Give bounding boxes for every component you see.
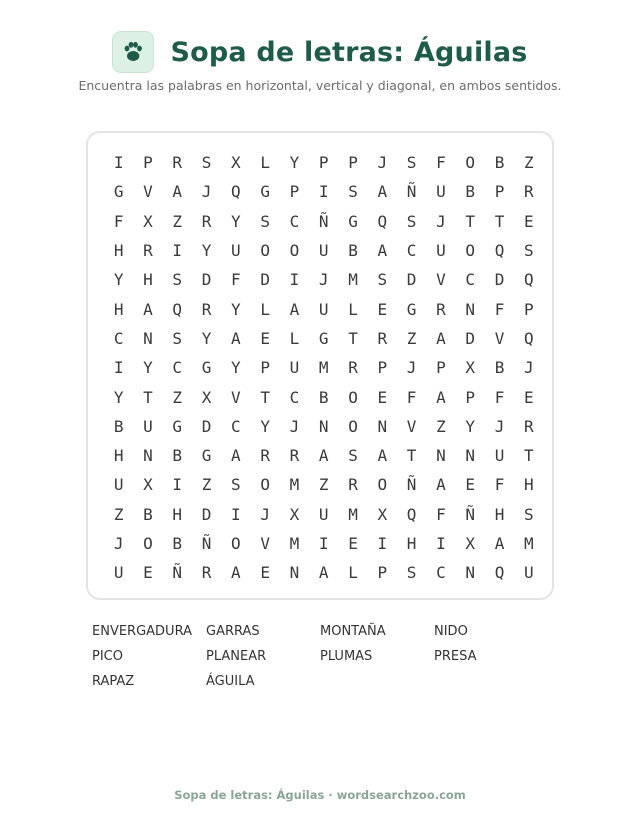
grid-cell[interactable]: P bbox=[318, 153, 329, 173]
grid-cell[interactable]: T bbox=[406, 446, 417, 466]
grid-cell[interactable]: Ñ bbox=[172, 563, 183, 583]
grid-cell[interactable]: M bbox=[289, 475, 300, 495]
grid-cell[interactable]: R bbox=[523, 182, 534, 202]
grid-cell[interactable]: D bbox=[201, 504, 212, 524]
grid-cell[interactable]: L bbox=[260, 299, 270, 319]
grid-cell[interactable]: F bbox=[436, 153, 446, 173]
grid-cell[interactable]: M bbox=[523, 534, 534, 553]
grid-cell[interactable]: E bbox=[348, 534, 358, 553]
grid-cell[interactable]: J bbox=[406, 358, 417, 378]
grid-cell[interactable]: E bbox=[523, 387, 534, 407]
grid-cell[interactable]: A bbox=[377, 241, 388, 261]
grid-cell[interactable]: O bbox=[143, 534, 153, 553]
grid-cell[interactable]: J bbox=[523, 358, 534, 378]
grid-cell[interactable]: H bbox=[143, 270, 153, 290]
grid-cell[interactable]: D bbox=[201, 416, 212, 436]
grid-cell[interactable]: G bbox=[406, 299, 417, 319]
page-title: Sopa de letras: Águilas bbox=[170, 36, 528, 68]
grid-cell[interactable]: S bbox=[406, 153, 417, 173]
grid-cell[interactable]: A bbox=[318, 446, 329, 466]
grid-cell[interactable]: X bbox=[465, 358, 476, 378]
grid-cell[interactable]: L bbox=[348, 563, 358, 583]
grid-cell[interactable]: L bbox=[260, 153, 270, 173]
grid-cell[interactable]: P bbox=[523, 299, 534, 319]
grid-cell[interactable]: B bbox=[465, 182, 476, 202]
grid-cell[interactable]: F bbox=[436, 504, 446, 524]
grid-cell[interactable]: J bbox=[318, 270, 329, 290]
grid-cell[interactable]: V bbox=[406, 416, 417, 436]
grid-cell[interactable]: U bbox=[436, 241, 446, 261]
grid-cell[interactable]: N bbox=[289, 563, 300, 583]
puzzle-board bbox=[86, 131, 554, 600]
grid-cell[interactable]: O bbox=[260, 241, 270, 261]
grid-cell[interactable]: S bbox=[260, 211, 270, 231]
grid-cell[interactable]: D bbox=[201, 270, 212, 290]
grid-cell[interactable]: Z bbox=[172, 211, 183, 231]
grid-cell[interactable]: G bbox=[113, 182, 124, 202]
grid-cell[interactable]: H bbox=[406, 534, 417, 553]
grid-cell[interactable]: R bbox=[348, 358, 358, 378]
grid-cell[interactable]: D bbox=[260, 270, 270, 290]
grid-cell[interactable]: A bbox=[377, 182, 388, 202]
grid-cell[interactable]: J bbox=[201, 182, 212, 202]
grid-cell[interactable]: X bbox=[231, 153, 241, 173]
grid-cell[interactable]: U bbox=[113, 563, 124, 583]
grid-cell[interactable]: S bbox=[201, 153, 212, 173]
grid-cell[interactable]: P bbox=[377, 563, 388, 583]
grid-cell[interactable]: F bbox=[494, 299, 505, 319]
grid-cell[interactable]: P bbox=[436, 358, 446, 378]
grid-cell[interactable]: O bbox=[260, 475, 270, 495]
grid-cell[interactable]: Z bbox=[406, 328, 417, 348]
grid-cell[interactable]: T bbox=[143, 387, 153, 407]
grid-cell[interactable]: A bbox=[494, 534, 505, 553]
word-list bbox=[92, 624, 552, 699]
grid-cell[interactable]: F bbox=[494, 387, 505, 407]
grid-cell[interactable]: E bbox=[523, 211, 534, 231]
grid-cell[interactable]: H bbox=[113, 241, 124, 261]
grid-cell[interactable]: M bbox=[348, 504, 358, 524]
grid-cell[interactable]: E bbox=[465, 475, 476, 495]
grid-cell[interactable]: Y bbox=[231, 299, 241, 319]
grid-cell[interactable]: V bbox=[494, 328, 505, 348]
grid-cell[interactable]: T bbox=[494, 211, 505, 231]
grid-cell[interactable]: F bbox=[113, 211, 124, 231]
grid-cell[interactable]: R bbox=[201, 211, 212, 231]
grid-cell[interactable]: U bbox=[494, 446, 505, 466]
grid-cell[interactable]: T bbox=[523, 446, 534, 466]
grid-cell[interactable]: U bbox=[289, 358, 300, 378]
word-item: ENVERGADURA bbox=[92, 624, 192, 639]
paw-icon bbox=[121, 40, 145, 64]
grid-cell[interactable]: B bbox=[172, 446, 183, 466]
grid-cell[interactable]: M bbox=[289, 534, 300, 553]
grid-cell[interactable]: B bbox=[348, 241, 358, 261]
grid-cell[interactable]: Z bbox=[113, 504, 124, 524]
grid-cell[interactable]: R bbox=[172, 153, 183, 173]
grid-cell[interactable]: M bbox=[318, 358, 329, 378]
grid-cell[interactable]: A bbox=[436, 387, 446, 407]
grid-cell[interactable]: Y bbox=[465, 416, 476, 436]
grid-cell[interactable]: C bbox=[231, 416, 241, 436]
grid-cell[interactable]: I bbox=[436, 534, 446, 553]
grid-cell[interactable]: A bbox=[318, 563, 329, 583]
grid-cell[interactable]: A bbox=[143, 299, 153, 319]
grid-cell[interactable]: S bbox=[348, 446, 358, 466]
grid-cell[interactable]: A bbox=[436, 475, 446, 495]
grid-cell[interactable]: Q bbox=[231, 182, 241, 202]
grid-cell[interactable]: S bbox=[406, 211, 417, 231]
grid-cell[interactable]: O bbox=[231, 534, 241, 553]
grid-cell[interactable]: R bbox=[436, 299, 446, 319]
grid-cell[interactable]: Q bbox=[494, 241, 505, 261]
grid-cell[interactable]: D bbox=[494, 270, 505, 290]
word-item: MONTAÑA bbox=[320, 624, 386, 639]
grid-cell[interactable]: Y bbox=[231, 211, 241, 231]
grid-cell[interactable]: P bbox=[377, 358, 388, 378]
grid-cell[interactable]: A bbox=[289, 299, 300, 319]
word-item: ÁGUILA bbox=[206, 674, 255, 689]
grid-cell[interactable]: U bbox=[436, 182, 446, 202]
grid-cell[interactable]: R bbox=[348, 475, 358, 495]
grid-cell[interactable]: I bbox=[231, 504, 241, 524]
grid-cell[interactable]: L bbox=[289, 328, 300, 348]
grid-cell[interactable]: Y bbox=[201, 241, 212, 261]
grid-cell[interactable]: Ñ bbox=[201, 534, 212, 553]
grid-cell[interactable]: Q bbox=[172, 299, 183, 319]
grid-cell[interactable]: G bbox=[318, 328, 329, 348]
grid-cell[interactable]: I bbox=[318, 534, 329, 553]
grid-cell[interactable]: O bbox=[465, 241, 476, 261]
grid-cell[interactable]: E bbox=[260, 563, 270, 583]
grid-cell[interactable]: X bbox=[289, 504, 300, 524]
grid-cell[interactable]: B bbox=[494, 358, 505, 378]
grid-cell[interactable]: I bbox=[377, 534, 388, 553]
grid-cell[interactable]: U bbox=[318, 241, 329, 261]
grid-cell[interactable]: B bbox=[113, 416, 124, 436]
word-item: PRESA bbox=[434, 649, 477, 664]
grid-cell[interactable]: R bbox=[289, 446, 300, 466]
grid-cell[interactable]: Y bbox=[113, 387, 124, 407]
grid-cell[interactable]: H bbox=[113, 446, 124, 466]
grid-cell[interactable]: F bbox=[494, 475, 505, 495]
grid-cell[interactable]: U bbox=[318, 299, 329, 319]
grid-cell[interactable]: T bbox=[260, 387, 270, 407]
grid-cell[interactable]: G bbox=[260, 182, 270, 202]
grid-cell[interactable]: N bbox=[436, 446, 446, 466]
grid-cell[interactable]: Z bbox=[201, 475, 212, 495]
grid-cell[interactable]: Y bbox=[231, 358, 241, 378]
grid-cell[interactable]: O bbox=[465, 153, 476, 173]
grid-cell[interactable]: N bbox=[377, 416, 388, 436]
word-item: PICO bbox=[92, 649, 123, 664]
word-item: RAPAZ bbox=[92, 674, 135, 689]
grid-cell[interactable]: I bbox=[113, 153, 124, 173]
grid-cell[interactable]: P bbox=[494, 182, 505, 202]
grid-cell[interactable]: B bbox=[172, 534, 183, 553]
grid-cell[interactable]: R bbox=[523, 416, 534, 436]
grid-cell[interactable]: R bbox=[201, 563, 212, 583]
grid-cell[interactable]: B bbox=[494, 153, 505, 173]
grid-cell[interactable]: J bbox=[113, 534, 124, 553]
grid-cell[interactable]: Y bbox=[289, 153, 300, 173]
grid-cell[interactable]: A bbox=[436, 328, 446, 348]
grid-cell[interactable]: H bbox=[523, 475, 534, 495]
grid-cell[interactable]: P bbox=[465, 387, 476, 407]
grid-cell[interactable]: V bbox=[231, 387, 241, 407]
grid-cell[interactable]: L bbox=[348, 299, 358, 319]
grid-cell[interactable]: E bbox=[260, 328, 270, 348]
grid-cell[interactable]: O bbox=[348, 416, 358, 436]
grid-cell[interactable]: H bbox=[494, 504, 505, 524]
grid-cell[interactable]: S bbox=[231, 475, 241, 495]
grid-cell[interactable]: C bbox=[465, 270, 476, 290]
grid-cell[interactable]: Y bbox=[260, 416, 270, 436]
grid-cell[interactable]: D bbox=[406, 270, 417, 290]
grid-cell[interactable]: G bbox=[201, 446, 212, 466]
grid-cell[interactable]: Ñ bbox=[406, 475, 417, 495]
grid-cell[interactable]: R bbox=[201, 299, 212, 319]
grid-cell[interactable]: F bbox=[231, 270, 241, 290]
grid-cell[interactable]: B bbox=[143, 504, 153, 524]
grid-cell[interactable]: T bbox=[348, 328, 358, 348]
grid-cell[interactable]: Q bbox=[523, 328, 534, 348]
grid-cell[interactable]: N bbox=[143, 446, 153, 466]
grid-cell[interactable]: Ñ bbox=[318, 211, 329, 231]
header bbox=[0, 28, 640, 76]
grid-cell[interactable]: P bbox=[289, 182, 300, 202]
grid-cell[interactable]: V bbox=[436, 270, 446, 290]
grid-cell[interactable]: V bbox=[260, 534, 270, 553]
grid-cell[interactable]: H bbox=[113, 299, 124, 319]
grid-cell[interactable]: Z bbox=[436, 416, 446, 436]
grid-cell[interactable]: S bbox=[523, 504, 534, 524]
letter-grid bbox=[104, 148, 543, 587]
grid-cell[interactable]: S bbox=[172, 328, 183, 348]
grid-cell[interactable]: J bbox=[494, 416, 505, 436]
instructions: Encuentra las palabras en horizontal, vertical y diagonal, en ambos sentidos. bbox=[78, 78, 562, 93]
grid-cell[interactable]: Q bbox=[523, 270, 534, 290]
grid-cell[interactable]: U bbox=[113, 475, 124, 495]
grid-cell[interactable]: V bbox=[143, 182, 153, 202]
grid-cell[interactable]: J bbox=[377, 153, 388, 173]
grid-cell[interactable]: Y bbox=[143, 358, 153, 378]
logo bbox=[112, 31, 154, 73]
grid-cell[interactable]: X bbox=[377, 504, 388, 524]
grid-cell[interactable]: I bbox=[289, 270, 300, 290]
grid-cell[interactable]: A bbox=[231, 446, 241, 466]
grid-cell[interactable]: N bbox=[143, 328, 153, 348]
grid-cell[interactable]: E bbox=[143, 563, 153, 583]
grid-cell[interactable]: G bbox=[348, 211, 358, 231]
grid-cell[interactable]: Z bbox=[172, 387, 183, 407]
grid-cell[interactable]: N bbox=[465, 299, 476, 319]
grid-cell[interactable]: Z bbox=[318, 475, 329, 495]
grid-cell[interactable]: J bbox=[436, 211, 446, 231]
grid-cell[interactable]: C bbox=[406, 241, 417, 261]
grid-cell[interactable]: S bbox=[523, 241, 534, 261]
grid-cell[interactable]: J bbox=[260, 504, 270, 524]
grid-cell[interactable]: T bbox=[465, 211, 476, 231]
grid-cell[interactable]: P bbox=[348, 153, 358, 173]
grid-cell[interactable]: N bbox=[318, 416, 329, 436]
grid-cell[interactable]: C bbox=[289, 211, 300, 231]
grid-cell[interactable]: Z bbox=[523, 153, 534, 173]
grid-cell[interactable]: S bbox=[406, 563, 417, 583]
grid-cell[interactable]: S bbox=[172, 270, 183, 290]
word-item: GARRAS bbox=[206, 624, 260, 639]
grid-cell[interactable]: A bbox=[231, 328, 241, 348]
grid-cell[interactable]: H bbox=[172, 504, 183, 524]
grid-cell[interactable]: P bbox=[143, 153, 153, 173]
grid-cell[interactable]: G bbox=[201, 358, 212, 378]
grid-cell[interactable]: D bbox=[465, 328, 476, 348]
grid-cell[interactable]: Y bbox=[201, 328, 212, 348]
grid-cell[interactable]: C bbox=[113, 328, 124, 348]
grid-cell[interactable]: P bbox=[260, 358, 270, 378]
grid-cell[interactable]: E bbox=[377, 299, 388, 319]
grid-cell[interactable]: F bbox=[406, 387, 417, 407]
grid-cell[interactable]: S bbox=[377, 270, 388, 290]
grid-cell[interactable]: E bbox=[377, 387, 388, 407]
grid-cell[interactable]: N bbox=[465, 563, 476, 583]
grid-cell[interactable]: Ñ bbox=[465, 504, 476, 524]
grid-cell[interactable]: U bbox=[523, 563, 534, 583]
grid-cell[interactable]: C bbox=[289, 387, 300, 407]
grid-cell[interactable]: U bbox=[143, 416, 153, 436]
grid-cell[interactable]: O bbox=[289, 241, 300, 261]
grid-cell[interactable]: Ñ bbox=[406, 182, 417, 202]
grid-cell[interactable]: C bbox=[436, 563, 446, 583]
grid-cell[interactable]: A bbox=[377, 446, 388, 466]
grid-cell[interactable]: O bbox=[377, 475, 388, 495]
grid-cell[interactable]: I bbox=[172, 475, 183, 495]
grid-cell[interactable]: Q bbox=[406, 504, 417, 524]
grid-cell[interactable]: A bbox=[231, 563, 241, 583]
grid-cell[interactable]: B bbox=[318, 387, 329, 407]
grid-cell[interactable]: X bbox=[465, 534, 476, 553]
grid-cell[interactable]: R bbox=[377, 328, 388, 348]
grid-cell[interactable]: Y bbox=[113, 270, 124, 290]
grid-cell[interactable]: N bbox=[465, 446, 476, 466]
grid-cell[interactable]: R bbox=[143, 241, 153, 261]
grid-cell[interactable]: S bbox=[348, 182, 358, 202]
grid-cell[interactable]: G bbox=[172, 416, 183, 436]
word-item: PLANEAR bbox=[206, 649, 267, 664]
grid-cell[interactable]: J bbox=[289, 416, 300, 436]
grid-cell[interactable]: M bbox=[348, 270, 358, 290]
grid-cell[interactable]: U bbox=[231, 241, 241, 261]
grid-cell[interactable]: R bbox=[260, 446, 270, 466]
grid-cell[interactable]: U bbox=[318, 504, 329, 524]
grid-cell[interactable]: A bbox=[172, 182, 183, 202]
grid-cell[interactable]: Q bbox=[494, 563, 505, 583]
grid-cell[interactable]: X bbox=[201, 387, 212, 407]
grid-cell[interactable]: X bbox=[143, 211, 153, 231]
grid-cell[interactable]: I bbox=[318, 182, 329, 202]
grid-cell[interactable]: X bbox=[143, 475, 153, 495]
grid-cell[interactable]: O bbox=[348, 387, 358, 407]
grid-cell[interactable]: C bbox=[172, 358, 183, 378]
word-item: PLUMAS bbox=[320, 649, 373, 664]
grid-cell[interactable]: Q bbox=[377, 211, 388, 231]
word-item: NIDO bbox=[434, 624, 468, 639]
grid-cell[interactable]: I bbox=[113, 358, 124, 378]
footer: Sopa de letras: Águilas · wordsearchzoo.com bbox=[174, 788, 466, 802]
grid-cell[interactable]: I bbox=[172, 241, 183, 261]
